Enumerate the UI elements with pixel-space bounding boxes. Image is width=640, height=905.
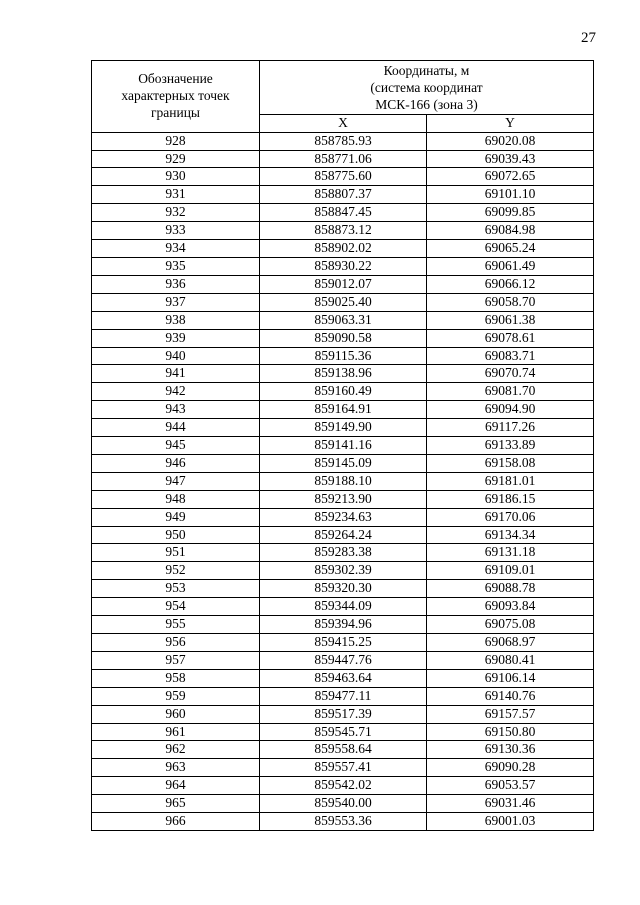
x-coordinate-cell: 859264.24 bbox=[260, 526, 427, 544]
x-coordinate-cell: 859542.02 bbox=[260, 777, 427, 795]
x-coordinate-cell: 859553.36 bbox=[260, 813, 427, 831]
point-id-cell: 936 bbox=[92, 275, 260, 293]
table-row bbox=[92, 490, 594, 508]
point-id-cell: 963 bbox=[92, 759, 260, 777]
y-coordinate-cell: 69053.57 bbox=[427, 777, 594, 795]
table-row bbox=[92, 580, 594, 598]
point-id-cell: 953 bbox=[92, 580, 260, 598]
x-coordinate-cell: 859447.76 bbox=[260, 651, 427, 669]
point-id-cell: 965 bbox=[92, 795, 260, 813]
y-coordinate-cell: 69181.01 bbox=[427, 472, 594, 490]
x-coordinate-cell: 859160.49 bbox=[260, 383, 427, 401]
point-id-cell: 932 bbox=[92, 204, 260, 222]
y-coordinate-cell: 69070.74 bbox=[427, 365, 594, 383]
point-id-cell: 946 bbox=[92, 454, 260, 472]
point-id-cell: 964 bbox=[92, 777, 260, 795]
point-id-cell: 933 bbox=[92, 222, 260, 240]
y-coordinate-cell: 69075.08 bbox=[427, 616, 594, 634]
table-row bbox=[92, 401, 594, 419]
x-coordinate-cell: 858930.22 bbox=[260, 257, 427, 275]
y-coordinate-cell: 69093.84 bbox=[427, 598, 594, 616]
y-coordinate-cell: 69101.10 bbox=[427, 186, 594, 204]
table-row bbox=[92, 186, 594, 204]
table-row bbox=[92, 526, 594, 544]
y-coordinate-cell: 69090.28 bbox=[427, 759, 594, 777]
coordinates-system: (система координат bbox=[370, 79, 483, 95]
x-coordinate-cell: 859517.39 bbox=[260, 705, 427, 723]
table-row bbox=[92, 795, 594, 813]
y-coordinate-cell: 69131.18 bbox=[427, 544, 594, 562]
x-coordinate-cell: 859141.16 bbox=[260, 437, 427, 455]
point-id-cell: 947 bbox=[92, 472, 260, 490]
x-coordinate-cell: 859063.31 bbox=[260, 311, 427, 329]
x-coordinate-cell: 859188.10 bbox=[260, 472, 427, 490]
x-coordinate-cell: 859164.91 bbox=[260, 401, 427, 419]
point-id-cell: 950 bbox=[92, 526, 260, 544]
table-header-row bbox=[92, 61, 594, 115]
table-row bbox=[92, 651, 594, 669]
x-coordinate-cell: 859302.39 bbox=[260, 562, 427, 580]
y-coordinate-cell: 69094.90 bbox=[427, 401, 594, 419]
y-coordinate-cell: 69081.70 bbox=[427, 383, 594, 401]
x-coordinate-cell: 859463.64 bbox=[260, 669, 427, 687]
table-row bbox=[92, 437, 594, 455]
table-row bbox=[92, 365, 594, 383]
table-row bbox=[92, 329, 594, 347]
table-row bbox=[92, 669, 594, 687]
point-id-cell: 929 bbox=[92, 150, 260, 168]
x-coordinate-cell: 859283.38 bbox=[260, 544, 427, 562]
y-coordinate-cell: 69099.85 bbox=[427, 204, 594, 222]
table-row bbox=[92, 240, 594, 258]
point-id-cell: 959 bbox=[92, 687, 260, 705]
point-id-cell: 943 bbox=[92, 401, 260, 419]
point-id-cell: 961 bbox=[92, 723, 260, 741]
table-row bbox=[92, 705, 594, 723]
y-column-header: Y bbox=[427, 114, 594, 132]
point-id-cell: 928 bbox=[92, 132, 260, 150]
x-coordinate-cell: 858807.37 bbox=[260, 186, 427, 204]
point-id-cell: 954 bbox=[92, 598, 260, 616]
point-id-cell: 931 bbox=[92, 186, 260, 204]
y-coordinate-cell: 69020.08 bbox=[427, 132, 594, 150]
table-row bbox=[92, 222, 594, 240]
coordinates-column-header bbox=[260, 61, 594, 115]
table-row bbox=[92, 777, 594, 795]
x-coordinate-cell: 859213.90 bbox=[260, 490, 427, 508]
x-coordinate-cell: 859477.11 bbox=[260, 687, 427, 705]
table-row bbox=[92, 275, 594, 293]
y-coordinate-cell: 69068.97 bbox=[427, 634, 594, 652]
x-coordinate-cell: 859557.41 bbox=[260, 759, 427, 777]
x-coordinate-cell: 859234.63 bbox=[260, 508, 427, 526]
y-coordinate-cell: 69061.49 bbox=[427, 257, 594, 275]
point-id-cell: 966 bbox=[92, 813, 260, 831]
y-coordinate-cell: 69088.78 bbox=[427, 580, 594, 598]
table-row bbox=[92, 687, 594, 705]
point-id-cell: 944 bbox=[92, 419, 260, 437]
table-row bbox=[92, 472, 594, 490]
point-id-cell: 935 bbox=[92, 257, 260, 275]
table-row bbox=[92, 347, 594, 365]
y-coordinate-cell: 69080.41 bbox=[427, 651, 594, 669]
point-id-cell: 956 bbox=[92, 634, 260, 652]
y-coordinate-cell: 69001.03 bbox=[427, 813, 594, 831]
point-id-cell: 937 bbox=[92, 293, 260, 311]
x-coordinate-cell: 859025.40 bbox=[260, 293, 427, 311]
table-row bbox=[92, 813, 594, 831]
y-coordinate-cell: 69065.24 bbox=[427, 240, 594, 258]
point-id-cell: 958 bbox=[92, 669, 260, 687]
y-coordinate-cell: 69117.26 bbox=[427, 419, 594, 437]
y-coordinate-cell: 69109.01 bbox=[427, 562, 594, 580]
point-id-cell: 948 bbox=[92, 490, 260, 508]
table-row bbox=[92, 293, 594, 311]
x-coordinate-cell: 858771.06 bbox=[260, 150, 427, 168]
table-row bbox=[92, 598, 594, 616]
point-id-cell: 930 bbox=[92, 168, 260, 186]
point-id-cell: 960 bbox=[92, 705, 260, 723]
x-coordinate-cell: 859540.00 bbox=[260, 795, 427, 813]
y-coordinate-cell: 69134.34 bbox=[427, 526, 594, 544]
y-coordinate-cell: 69066.12 bbox=[427, 275, 594, 293]
y-coordinate-cell: 69083.71 bbox=[427, 347, 594, 365]
table-row bbox=[92, 150, 594, 168]
table-row bbox=[92, 204, 594, 222]
point-id-cell: 940 bbox=[92, 347, 260, 365]
y-coordinate-cell: 69072.65 bbox=[427, 168, 594, 186]
x-coordinate-cell: 859115.36 bbox=[260, 347, 427, 365]
point-id-cell: 955 bbox=[92, 616, 260, 634]
point-id-cell: 941 bbox=[92, 365, 260, 383]
x-coordinate-cell: 858873.12 bbox=[260, 222, 427, 240]
page-number: 27 bbox=[581, 30, 596, 46]
x-coordinate-cell: 859344.09 bbox=[260, 598, 427, 616]
table-row bbox=[92, 508, 594, 526]
x-coordinate-cell: 859138.96 bbox=[260, 365, 427, 383]
x-coordinate-cell: 859320.30 bbox=[260, 580, 427, 598]
table-row bbox=[92, 454, 594, 472]
table-row bbox=[92, 132, 594, 150]
point-id-cell: 939 bbox=[92, 329, 260, 347]
table-row bbox=[92, 257, 594, 275]
point-id-cell: 951 bbox=[92, 544, 260, 562]
point-id-cell: 949 bbox=[92, 508, 260, 526]
x-coordinate-cell: 858785.93 bbox=[260, 132, 427, 150]
coordinates-title: Координаты, м bbox=[383, 63, 470, 78]
y-coordinate-cell: 69170.06 bbox=[427, 508, 594, 526]
table-row bbox=[92, 562, 594, 580]
y-coordinate-cell: 69058.70 bbox=[427, 293, 594, 311]
y-coordinate-cell: 69157.57 bbox=[427, 705, 594, 723]
y-coordinate-cell: 69133.89 bbox=[427, 437, 594, 455]
y-coordinate-cell: 69039.43 bbox=[427, 150, 594, 168]
x-coordinate-cell: 858847.45 bbox=[260, 204, 427, 222]
table-row bbox=[92, 741, 594, 759]
x-coordinate-cell: 859415.25 bbox=[260, 634, 427, 652]
x-coordinate-cell: 858775.60 bbox=[260, 168, 427, 186]
table-row bbox=[92, 723, 594, 741]
x-coordinate-cell: 859149.90 bbox=[260, 419, 427, 437]
y-coordinate-cell: 69084.98 bbox=[427, 222, 594, 240]
point-id-cell: 942 bbox=[92, 383, 260, 401]
y-coordinate-cell: 69130.36 bbox=[427, 741, 594, 759]
y-coordinate-cell: 69158.08 bbox=[427, 454, 594, 472]
table-row bbox=[92, 419, 594, 437]
x-coordinate-cell: 859012.07 bbox=[260, 275, 427, 293]
table-row bbox=[92, 544, 594, 562]
point-id-cell: 945 bbox=[92, 437, 260, 455]
coordinates-table bbox=[91, 60, 594, 831]
x-coordinate-cell: 859545.71 bbox=[260, 723, 427, 741]
points-column-header: Обозначение характерных точек границы bbox=[92, 61, 260, 133]
point-id-cell: 934 bbox=[92, 240, 260, 258]
table-row bbox=[92, 634, 594, 652]
y-coordinate-cell: 69106.14 bbox=[427, 669, 594, 687]
x-coordinate-cell: 859090.58 bbox=[260, 329, 427, 347]
y-coordinate-cell: 69031.46 bbox=[427, 795, 594, 813]
y-coordinate-cell: 69140.76 bbox=[427, 687, 594, 705]
y-coordinate-cell: 69061.38 bbox=[427, 311, 594, 329]
coordinates-zone: МСК-166 (зона 3) bbox=[375, 96, 478, 112]
x-coordinate-cell: 859145.09 bbox=[260, 454, 427, 472]
table-row bbox=[92, 616, 594, 634]
y-coordinate-cell: 69186.15 bbox=[427, 490, 594, 508]
point-id-cell: 962 bbox=[92, 741, 260, 759]
table-row bbox=[92, 383, 594, 401]
point-id-cell: 952 bbox=[92, 562, 260, 580]
x-coordinate-cell: 859394.96 bbox=[260, 616, 427, 634]
x-column-header: X bbox=[260, 114, 427, 132]
point-id-cell: 957 bbox=[92, 651, 260, 669]
point-id-cell: 938 bbox=[92, 311, 260, 329]
y-coordinate-cell: 69078.61 bbox=[427, 329, 594, 347]
table-row bbox=[92, 168, 594, 186]
x-coordinate-cell: 858902.02 bbox=[260, 240, 427, 258]
y-coordinate-cell: 69150.80 bbox=[427, 723, 594, 741]
table-row bbox=[92, 311, 594, 329]
table-row bbox=[92, 759, 594, 777]
x-coordinate-cell: 859558.64 bbox=[260, 741, 427, 759]
